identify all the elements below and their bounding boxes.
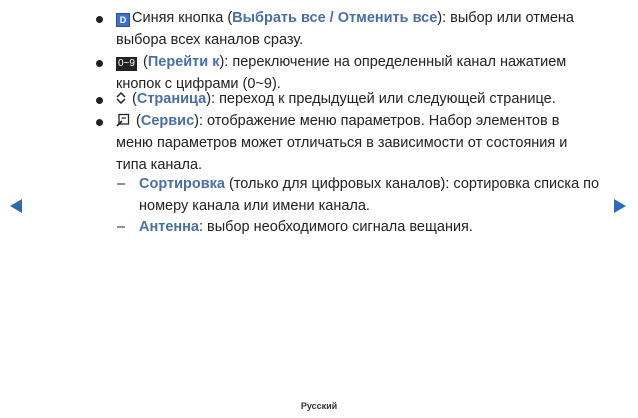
item-keyword: Выбрать все / Отменить все bbox=[232, 10, 438, 26]
list-item-select-all bbox=[96, 7, 586, 51]
item-text-post: ): переключение на определенный канал нажатием кнопок с цифрами (0~9). bbox=[116, 54, 567, 92]
item-text-pre: ( bbox=[128, 91, 137, 107]
dash: – bbox=[117, 176, 126, 192]
item-keyword: Страница bbox=[136, 91, 207, 107]
item-text-post: ): отображение меню параметров. Набор элементов в меню параметров может отличаться в зависимости от состояния и типа канала. bbox=[116, 113, 568, 173]
bullet-dot bbox=[96, 60, 103, 67]
previous-page-arrow-icon[interactable] bbox=[10, 199, 22, 213]
footer-language: Русский bbox=[300, 401, 338, 411]
sub-item-sort bbox=[117, 173, 617, 217]
sub-item-keyword: Сортировка bbox=[139, 176, 225, 192]
list-item-text bbox=[116, 110, 586, 176]
page-up-down-icon bbox=[116, 91, 126, 105]
item-keyword: Перейти к bbox=[147, 54, 220, 70]
d-button-icon: D bbox=[116, 13, 130, 27]
next-page-arrow-icon[interactable] bbox=[614, 199, 626, 213]
item-text-post: ): выбор или отмена выбора всех каналов сразу. bbox=[116, 10, 574, 48]
item-text-post: ): переход к предыдущей или следующей странице. bbox=[206, 91, 556, 107]
sub-item-text bbox=[139, 216, 617, 238]
list-item-text bbox=[116, 7, 586, 51]
bullet-dot bbox=[96, 16, 103, 23]
bullet-dot bbox=[96, 97, 103, 104]
sub-item-keyword: Антенна bbox=[139, 219, 199, 235]
dash: – bbox=[117, 219, 126, 235]
number-keys-icon: 0~9 bbox=[118, 58, 135, 69]
bullet-dot bbox=[96, 119, 103, 126]
tools-icon bbox=[116, 113, 130, 127]
sub-item-text bbox=[139, 173, 617, 217]
item-text-pre: ( bbox=[138, 54, 148, 70]
sub-item-text-post: (только для цифровых каналов): сортировка списка по номеру канала или имени канала. bbox=[139, 176, 600, 214]
item-text-pre: Синяя кнопка ( bbox=[132, 10, 233, 26]
list-item-text bbox=[116, 88, 586, 110]
sub-item-text-post: : выбор необходимого сигнала вещания. bbox=[198, 219, 473, 235]
list-item-page bbox=[96, 88, 586, 110]
list-item-tools bbox=[96, 110, 586, 176]
sub-item-antenna bbox=[117, 216, 617, 238]
item-text-pre: ( bbox=[132, 113, 141, 129]
item-keyword: Сервис bbox=[140, 113, 195, 129]
